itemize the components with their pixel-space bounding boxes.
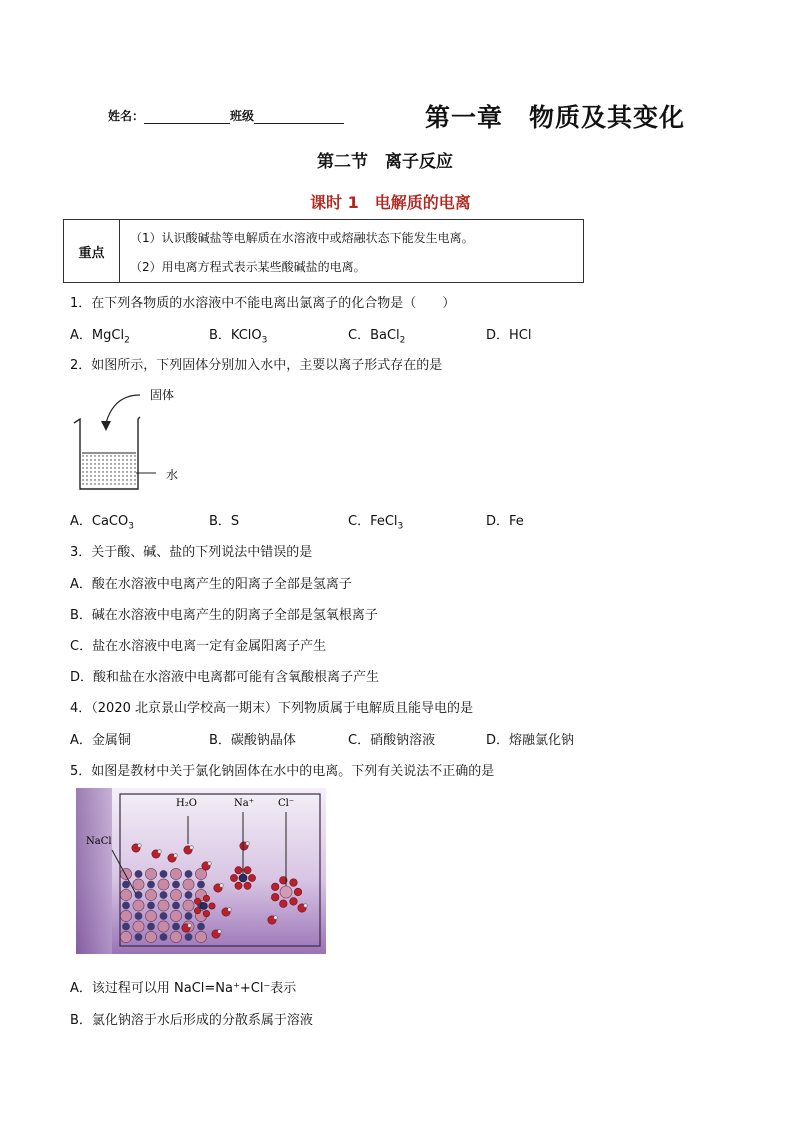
lattice-na-ion xyxy=(122,881,129,888)
q5-option-b[interactable]: B．氯化钠溶于水后形成的分散系属于溶液 xyxy=(70,1013,313,1028)
q1-option-d[interactable]: D．HCl xyxy=(486,328,532,343)
lattice-cl-ion xyxy=(120,889,131,900)
lattice-na-ion xyxy=(135,891,142,898)
q4-option-d[interactable]: D．熔融氯化钠 xyxy=(486,733,575,748)
water-hydrogen xyxy=(208,862,212,866)
water-fill xyxy=(82,453,136,487)
lattice-cl-ion xyxy=(158,900,169,911)
lattice-na-ion xyxy=(147,923,154,930)
hydrated-na-ion xyxy=(201,903,208,910)
beaker-figure xyxy=(70,383,190,495)
lattice-cl-ion xyxy=(145,910,156,921)
lattice-cl-ion xyxy=(158,921,169,932)
lattice-cl-ion xyxy=(195,931,206,942)
na-hydration-water xyxy=(244,867,251,874)
q4-option-b[interactable]: B．碳酸钠晶体 xyxy=(209,733,296,748)
na-hydration-water xyxy=(248,874,255,881)
q3-option-c[interactable]: C．盐在水溶液中电离一定有金属阳离子产生 xyxy=(70,639,327,654)
lattice-cl-ion xyxy=(158,879,169,890)
q2-option-b[interactable]: B．S xyxy=(209,514,240,529)
name-label: 姓名： xyxy=(108,109,145,123)
lattice-na-ion xyxy=(172,902,179,909)
q1-option-a[interactable]: A．MgCl$_2$ xyxy=(70,328,130,346)
water-hydrogen xyxy=(304,904,308,908)
water-hydrogen xyxy=(228,908,232,912)
lattice-na-ion xyxy=(185,912,192,919)
section-title: 第二节 离子反应 xyxy=(317,152,453,172)
focus-line-1: （1）认识酸碱盐等电解质在水溶液中或熔融状态下能发生电离。 xyxy=(130,231,474,245)
na-hydration-water xyxy=(194,908,200,914)
cl-hydration-water xyxy=(271,883,279,891)
q1-option-c[interactable]: C．BaCl$_2$ xyxy=(348,328,406,346)
na-hydration-water xyxy=(235,882,242,889)
na-hydration-water xyxy=(203,895,209,901)
lattice-cl-ion xyxy=(133,921,144,932)
q5-option-a[interactable]: A．该过程可以用 NaCl=Na⁺+Cl⁻表示 xyxy=(70,981,297,996)
label-water: 水 xyxy=(166,468,179,482)
focus-line-2: （2）用电离方程式表示某些酸碱盐的电离。 xyxy=(130,260,366,274)
water-hydrogen xyxy=(220,884,224,888)
label-solid: 固体 xyxy=(150,388,175,402)
lattice-na-ion xyxy=(160,912,167,919)
cl-hydration-water xyxy=(271,893,279,901)
q5-stem: 5．如图是教材中关于氯化钠固体在水中的电离。下列有关说法不正确的是 xyxy=(70,764,495,779)
lattice-na-ion xyxy=(135,870,142,877)
water-hydrogen xyxy=(218,930,222,934)
na-hydration-water xyxy=(194,898,200,904)
lattice-na-ion xyxy=(197,881,204,888)
lattice-cl-ion xyxy=(170,889,181,900)
q4-stem: 4．（2020 北京景山学校高一期末）下列物质属于电解质且能导电的是 xyxy=(70,701,473,716)
lattice-na-ion xyxy=(160,870,167,877)
hydrated-cl-ion xyxy=(280,886,292,898)
q3-option-b[interactable]: B．碱在水溶液中电离产生的阴离子全部是氢氧根离子 xyxy=(70,608,378,623)
water-hydrogen xyxy=(138,844,142,848)
lattice-na-ion xyxy=(160,891,167,898)
chapter-title: 第一章 物质及其变化 xyxy=(425,103,686,132)
class-label: 班级 xyxy=(230,109,255,123)
label-nacl: NaCl xyxy=(86,836,112,847)
na-hydration-water xyxy=(235,867,242,874)
na-hydration-water xyxy=(203,910,209,916)
lattice-na-ion xyxy=(185,870,192,877)
lattice-na-ion xyxy=(135,933,142,940)
arrow-curve xyxy=(106,395,140,423)
nacl-dissolution-figure xyxy=(76,788,326,954)
q4-option-a[interactable]: A．金属铜 xyxy=(70,733,131,748)
focus-box xyxy=(63,219,584,283)
water-hydrogen xyxy=(274,916,278,920)
water-hydrogen xyxy=(246,842,250,846)
lattice-na-ion xyxy=(172,881,179,888)
lattice-cl-ion xyxy=(133,879,144,890)
focus-label: 重点 xyxy=(64,220,120,282)
lattice-na-ion xyxy=(185,891,192,898)
na-hydration-water xyxy=(209,903,215,909)
class-blank[interactable] xyxy=(254,111,344,124)
lattice-cl-ion xyxy=(120,931,131,942)
hydrated-na-ion xyxy=(239,874,247,882)
q3-option-d[interactable]: D．酸和盐在水溶液中电离都可能有含氧酸根离子产生 xyxy=(70,670,380,685)
lattice-cl-ion xyxy=(170,931,181,942)
q2-option-d[interactable]: D．Fe xyxy=(486,514,524,529)
water-hydrogen xyxy=(158,850,162,854)
lattice-na-ion xyxy=(147,881,154,888)
name-blank[interactable] xyxy=(144,111,230,124)
q2-stem: 2．如图所示，下列固体分别加入水中，主要以离子形式存在的是 xyxy=(70,358,443,373)
lattice-cl-ion xyxy=(170,868,181,879)
q2-option-a[interactable]: A．CaCO$_3$ xyxy=(70,514,134,532)
lattice-na-ion xyxy=(122,923,129,930)
lattice-na-ion xyxy=(122,902,129,909)
cl-hydration-water xyxy=(290,898,298,906)
q1-option-b[interactable]: B．KClO$_3$ xyxy=(209,328,268,346)
na-hydration-water xyxy=(244,882,251,889)
q3-option-a[interactable]: A．酸在水溶液中电离产生的阳离子全部是氢离子 xyxy=(70,577,352,592)
q2-option-c[interactable]: C．FeCl$_3$ xyxy=(348,514,404,532)
q1-stem: 1．在下列各物质的水溶液中不能电离出氯离子的化合物是（ ） xyxy=(70,296,456,311)
lattice-na-ion xyxy=(160,933,167,940)
lattice-cl-ion xyxy=(145,868,156,879)
cl-hydration-water xyxy=(280,900,288,908)
lattice-cl-ion xyxy=(120,868,131,879)
lattice-na-ion xyxy=(172,923,179,930)
arrow-head-icon xyxy=(101,421,111,431)
lattice-cl-ion xyxy=(120,910,131,921)
lattice-na-ion xyxy=(135,912,142,919)
q4-option-c[interactable]: C．硝酸钠溶液 xyxy=(348,733,436,748)
lattice-cl-ion xyxy=(183,900,194,911)
lattice-cl-ion xyxy=(133,900,144,911)
na-hydration-water xyxy=(230,874,237,881)
label-na-ion: Na⁺ xyxy=(234,798,254,809)
water-hydrogen xyxy=(190,846,194,850)
label-h2o: H₂O xyxy=(176,798,197,809)
lattice-cl-ion xyxy=(170,910,181,921)
q3-stem: 3．关于酸、碱、盐的下列说法中错误的是 xyxy=(70,545,313,560)
lattice-cl-ion xyxy=(145,889,156,900)
lesson-title: 课时 1 电解质的电离 xyxy=(310,193,471,212)
cl-hydration-water xyxy=(290,879,298,887)
water-hydrogen xyxy=(188,924,192,928)
lattice-cl-ion xyxy=(183,879,194,890)
lattice-na-ion xyxy=(185,933,192,940)
lattice-na-ion xyxy=(147,902,154,909)
lattice-cl-ion xyxy=(145,931,156,942)
water-hydrogen xyxy=(174,854,178,858)
lattice-na-ion xyxy=(197,923,204,930)
label-cl-ion: Cl⁻ xyxy=(278,798,295,809)
name-class-fields xyxy=(108,107,344,124)
cl-hydration-water xyxy=(294,888,302,896)
